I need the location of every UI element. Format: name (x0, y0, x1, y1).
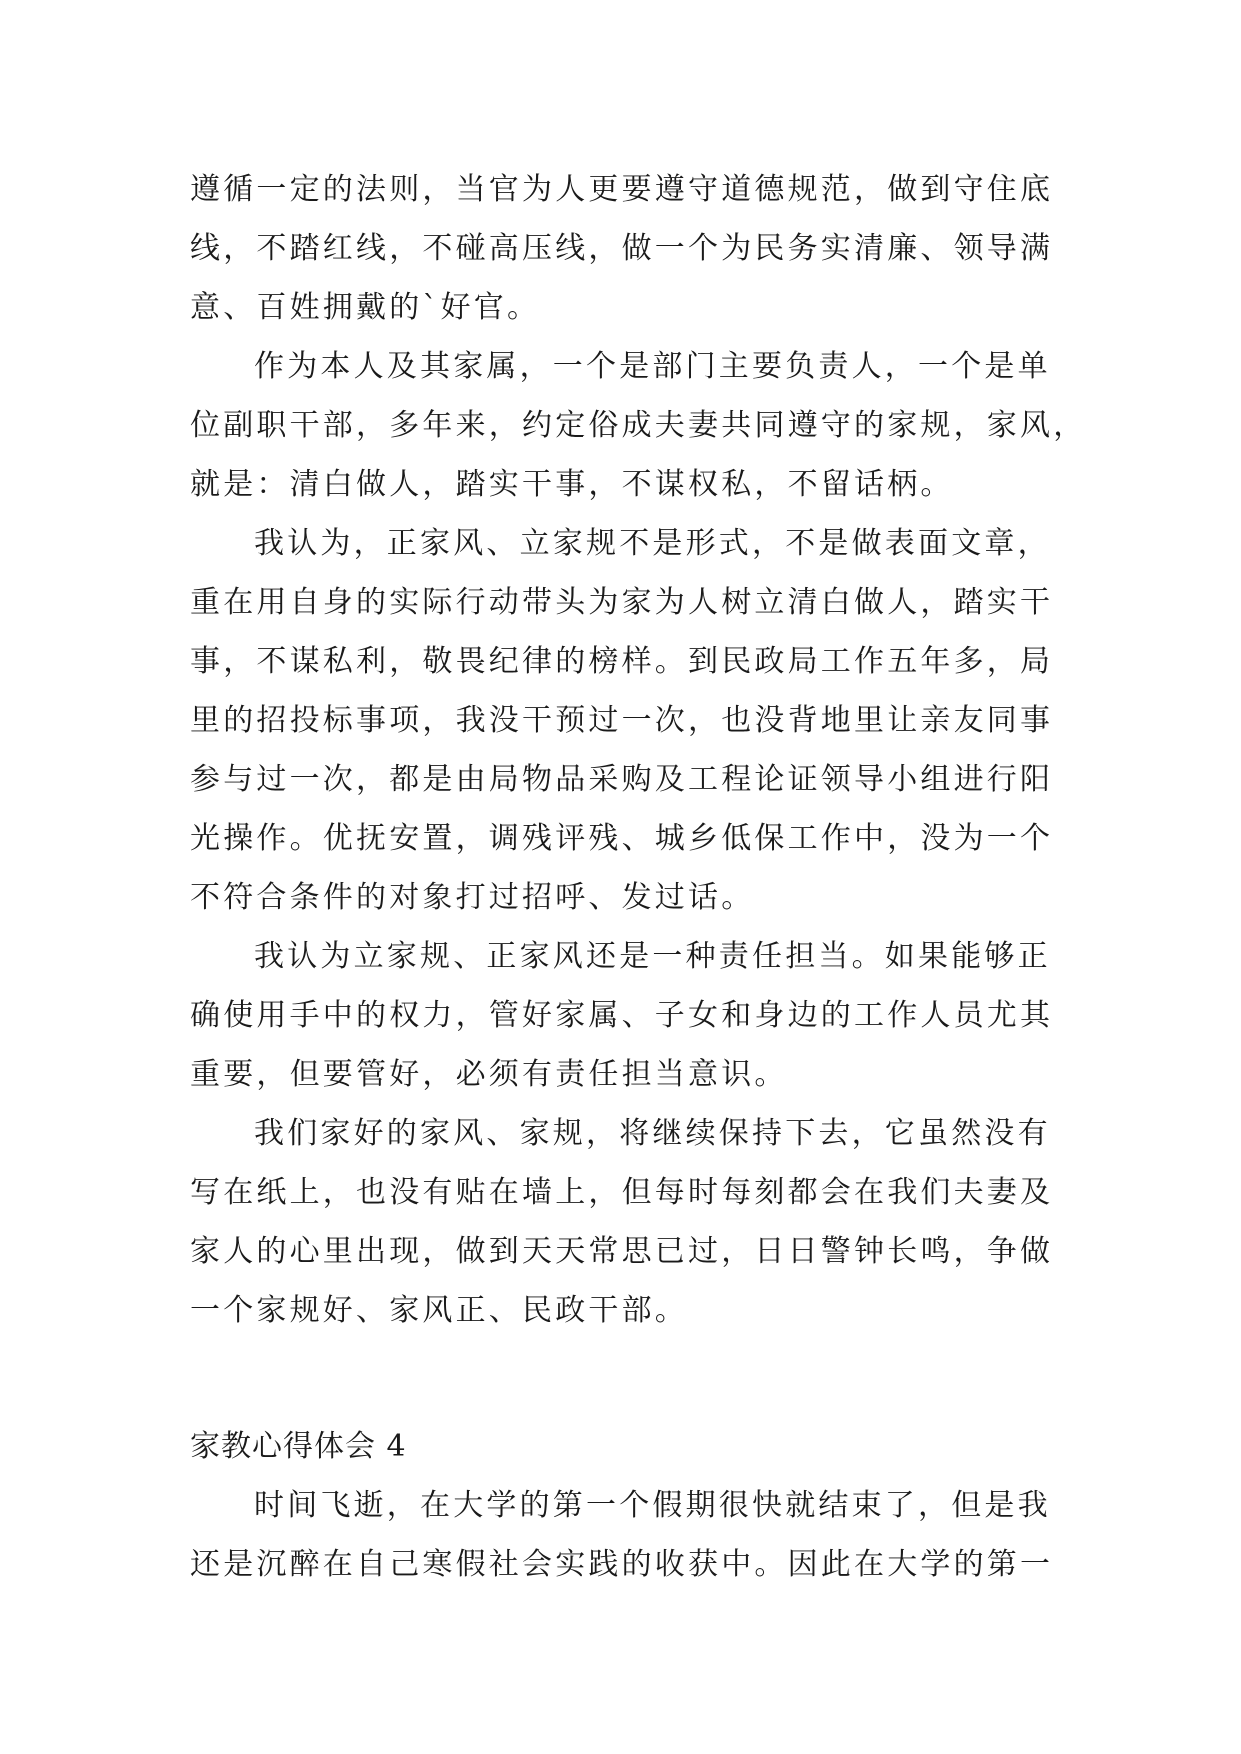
text-line: 还是沉醉在自己寒假社会实践的收获中。因此在大学的第一 (190, 1547, 1054, 1582)
text-line: 确使用手中的权力，管好家属、子女和身边的工作人员尤其 (190, 998, 1054, 1033)
paragraph-start-line: 作为本人及其家属，一个是部门主要负责人，一个是单 (254, 349, 1051, 384)
text-line: 事，不谋私利，敬畏纪律的榜样。到民政局工作五年多，局 (190, 644, 1054, 679)
section-title: 家教心得体会 4 (190, 1429, 407, 1464)
paragraph-start-line: 我认为，正家风、立家规不是形式，不是做表面文章， (254, 526, 1051, 561)
text-line: 线，不踏红线，不碰高压线，做一个为民务实清廉、领导满 (190, 231, 1054, 266)
document-body (190, 160, 1087, 1594)
paragraph-start-line: 我们家好的家风、家规，将继续保持下去，它虽然没有 (254, 1116, 1051, 1151)
text-line: 位副职干部，多年来，约定俗成夫妻共同遵守的家规，家风， (190, 408, 1087, 443)
text-line: 里的招投标事项，我没干预过一次，也没背地里让亲友同事 (190, 703, 1054, 738)
text-line: 家人的心里出现，做到天天常思已过，日日警钟长鸣，争做 (190, 1234, 1054, 1269)
text-line: 一个家规好、家风正、民政干部。 (190, 1293, 688, 1328)
text-line: 遵循一定的法则，当官为人更要遵守道德规范，做到守住底 (190, 172, 1054, 207)
text-line: 光操作。优抚安置，调残评残、城乡低保工作中，没为一个 (190, 821, 1054, 856)
text-line: 重要，但要管好，必须有责任担当意识。 (190, 1057, 788, 1092)
text-line: 意、百姓拥戴的`好官。 (190, 290, 541, 325)
text-line: 重在用自身的实际行动带头为家为人树立清白做人，踏实干 (190, 585, 1054, 620)
paragraph-start-line: 时间飞逝，在大学的第一个假期很快就结束了，但是我 (254, 1488, 1051, 1523)
text-line: 参与过一次，都是由局物品采购及工程论证领导小组进行阳 (190, 762, 1054, 797)
text-line: 不符合条件的对象打过招呼、发过话。 (190, 880, 755, 915)
text-line: 写在纸上，也没有贴在墙上，但每时每刻都会在我们夫妻及 (190, 1175, 1054, 1210)
text-line: 就是：清白做人，踏实干事，不谋权私，不留话柄。 (190, 467, 954, 502)
paragraph-start-line: 我认为立家规、正家风还是一种责任担当。如果能够正 (254, 939, 1051, 974)
section-spacer (190, 1340, 1050, 1417)
